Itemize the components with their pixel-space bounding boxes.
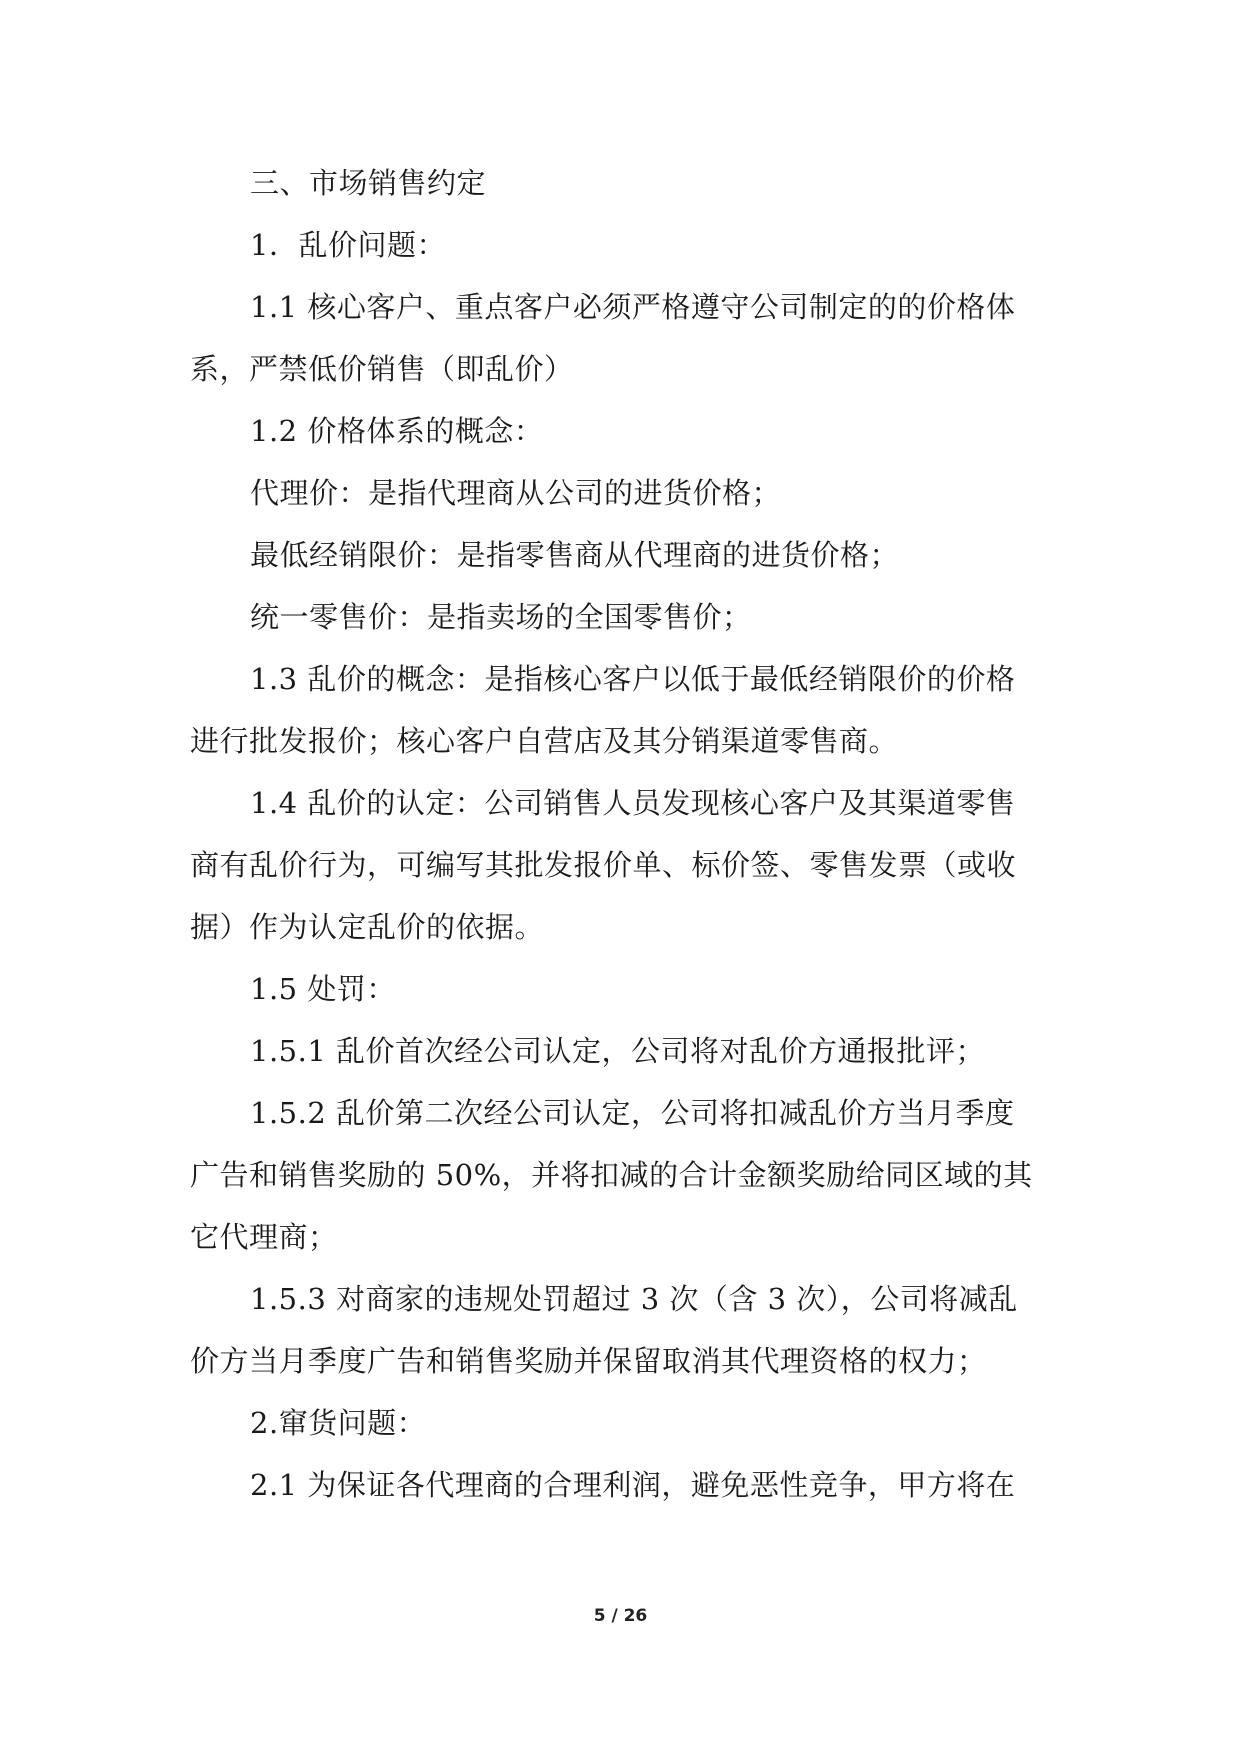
section-heading: 三、市场销售约定	[250, 166, 487, 200]
subsection-heading: 1．乱价问题：	[250, 228, 446, 262]
document-body	[190, 152, 1060, 1516]
paragraph-line: 1.5.1 乱价首次经公司认定，公司将对乱价方通报批评；	[250, 1034, 986, 1068]
paragraph-line: 商有乱价行为，可编写其批发报价单、标价签、零售发票（或收	[190, 848, 1017, 882]
paragraph-line: 它代理商；	[190, 1220, 338, 1254]
paragraph-line: 最低经销限价：是指零售商从代理商的进货价格；	[250, 538, 900, 572]
page-number: 5 / 26	[593, 1606, 648, 1626]
paragraph-line: 据）作为认定乱价的依据。	[190, 910, 545, 944]
subsection-heading: 2.窜货问题：	[250, 1406, 427, 1440]
paragraph-line: 系，严禁低价销售（即乱价）	[190, 352, 574, 386]
paragraph-line: 价方当月季度广告和销售奖励并保留取消其代理资格的权力；	[190, 1344, 987, 1378]
paragraph-line: 1.2 价格体系的概念：	[250, 414, 544, 448]
paragraph-line: 1.5.2 乱价第二次经公司认定，公司将扣减乱价方当月季度	[250, 1096, 1015, 1130]
paragraph-line: 1.5 处罚：	[250, 972, 396, 1006]
paragraph-line: 2.1 为保证各代理商的合理利润，避免恶性竞争，甲方将在	[250, 1468, 1016, 1502]
paragraph-line: 代理价：是指代理商从公司的进货价格；	[250, 476, 782, 510]
paragraph-line: 1.4 乱价的认定：公司销售人员发现核心客户及其渠道零售	[250, 786, 1016, 820]
paragraph-line: 1.5.3 对商家的违规处罚超过 3 次（含 3 次），公司将减乱	[250, 1282, 1018, 1316]
paragraph-line: 统一零售价：是指卖场的全国零售价；	[250, 600, 752, 634]
paragraph-line: 1.1 核心客户、重点客户必须严格遵守公司制定的的价格体	[250, 290, 1016, 324]
paragraph-line: 进行批发报价；核心客户自营店及其分销渠道零售商。	[190, 724, 899, 758]
paragraph-line: 1.3 乱价的概念：是指核心客户以低于最低经销限价的价格	[250, 662, 1016, 696]
paragraph-line: 广告和销售奖励的 50%，并将扣减的合计金额奖励给同区域的其	[190, 1158, 1033, 1192]
